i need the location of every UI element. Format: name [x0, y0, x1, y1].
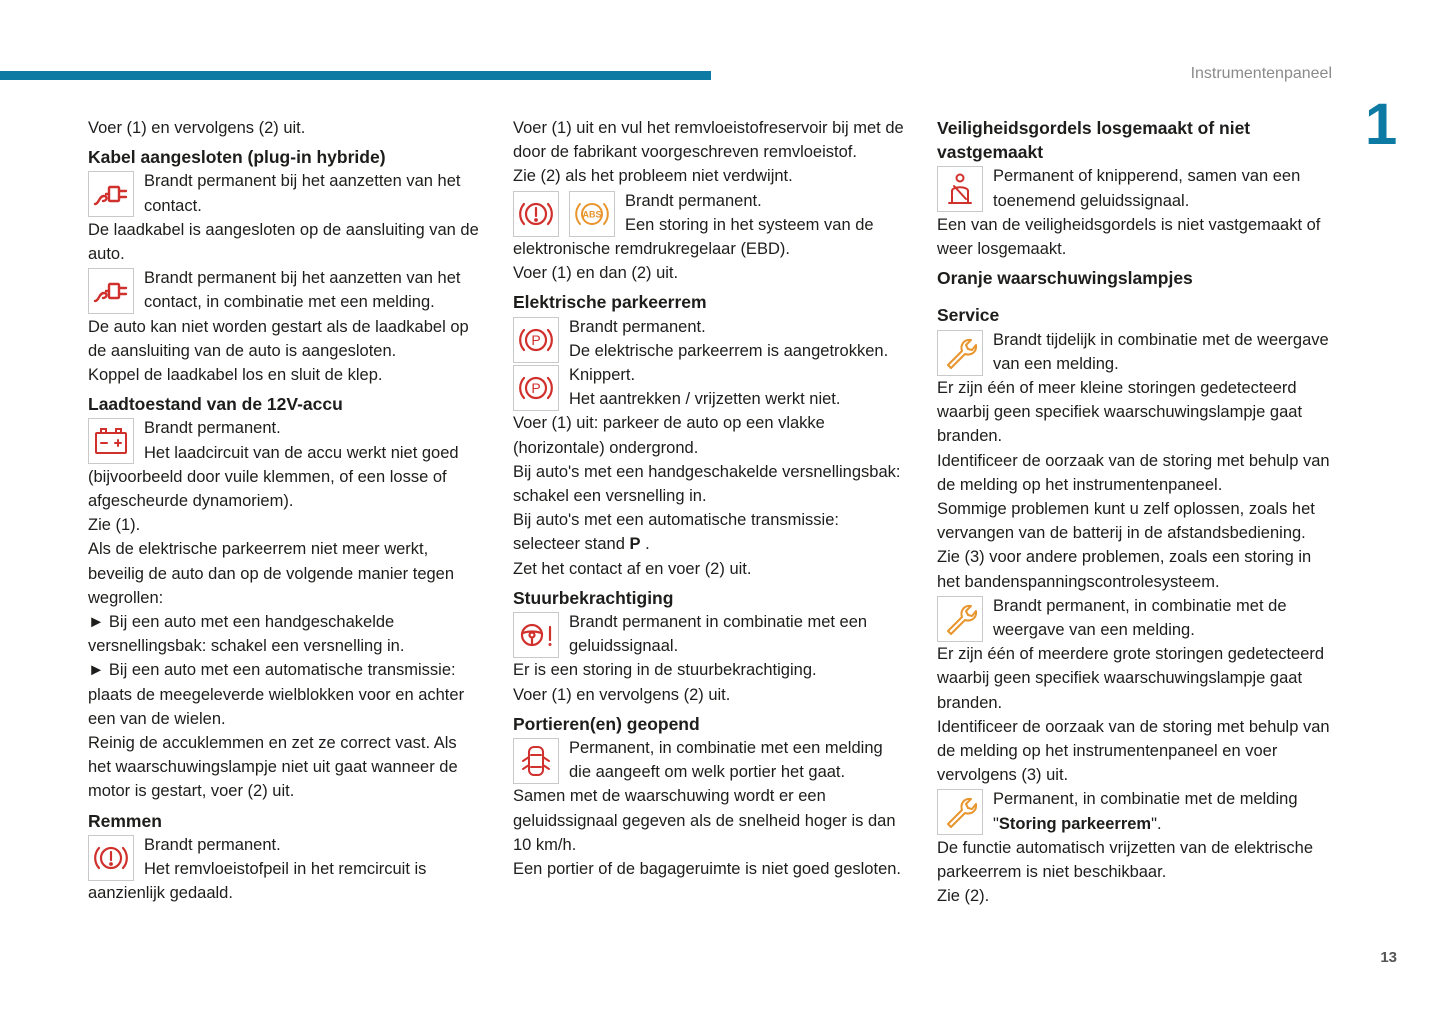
parking-brake-icon [513, 365, 559, 411]
wrench-icon [937, 789, 983, 835]
heading-stuurbekrachtiging: Stuurbekrachtiging [513, 587, 674, 608]
stuur-warning: Brandt permanent in combinatie met een geluidssignaal. [513, 610, 908, 658]
heading-portieren: Portieren(en) geopend [513, 713, 700, 734]
service-warning-3: Permanent, in combinatie met de melding "Storing parkeerrem". [937, 787, 1337, 835]
column-2: Voer (1) uit en vul het remvloeistofreservoir bij met de door de fabrikant voorgeschreven remvloeistof. Zie (2) als het probleem niet verdwijnt. ABS Brandt permanent. Een storing in het systeem van de elektronische remdrukregelaar (EBD). Voer (1) en dan (2) uit. Elektrische parkeerrem P Brandt permanent. De elektrische parkeerrem is aangetrokken. P Knippert. Het aantrekken / vrijzetten werkt niet. Voer (1) uit: parkeer de auto op een vlakke (horizontale) ondergrond. Bij auto's met een handgeschakelde versnellingsbak: schakel een versnelling in. Bij auto's met een automatische transmissie: selecteer stand P . Zet het contact af en voer (2) uit. Stuurbekrachtiging Brandt permanent in combinatie met een geluidssignaal. Er is een storing in de stuurbekrachtiging. Voer (1) en vervolgens (2) uit. Portieren(en) geopend Permanent, in combinatie met een melding die aangeeft om welk portier het gaat. Samen met de waarschuwing wordt er een geluidssignaal gegeven als de snelheid hoger is dan 10 km/h. Een portier of de bagageruimte is niet goed gesloten. [513, 116, 908, 881]
abs-icon [569, 191, 615, 237]
seatbelt-icon [937, 166, 983, 212]
kabel-warning-2: Brandt permanent bij het aanzetten van het contact, in combinatie met een melding. [88, 266, 483, 314]
heading-gordels: Veiligheidsgordels losgemaakt of niet vastgemaakt [937, 118, 1251, 163]
service-warning-1: Brandt tijdelijk in combinatie met de weergave van een melding. [937, 328, 1337, 376]
heading-accu: Laadtoestand van de 12V-accu [88, 394, 343, 415]
wrench-icon [937, 330, 983, 376]
charging-plug-icon [88, 171, 134, 217]
accu-warning: Brandt permanent. Het laadcircuit van de accu werkt niet goed (bijvoorbeeld door vuile klemmen, of een losse of afgescheurde dynamoriem). [88, 419, 459, 511]
column-1: Voer (1) en vervolgens (2) uit. Kabel aangesloten (plug-in hybride) Brandt permanent bij het aanzetten van het contact. De laadkabel is aangesloten op de aansluiting van de auto. Brandt permanent bij het aanzetten van het contact, in combinatie met een melding. De auto kan niet worden gestart als de laadkabel op de aansluiting van de auto is aangesloten. Koppel de laadkabel los en sluit de klep. Laadtoestand van de 12V-accu Brandt permanent. Het laadcircuit van de accu werkt niet goed (bijvoorbeeld door vuile klemmen, of een losse of afgescheurde dynamoriem). Zie (1). Als de elektrische parkeerrem niet meer werkt, beveilig de auto dan op de volgende manier tegen wegrollen: ► Bij een auto met een handgeschakelde versnellingsbak: schakel een versnelling in. ► Bij een auto met een automatische transmissie: plaats de meegeleverde wielblokken voor en achter een van de wielen. Reinig de accuklemmen en zet ze correct vast. Als het waarschuwingslampje niet uit gaat wanneer de motor is gestart, voer (2) uit. Remmen Brandt permanent. Het remvloeistofpeil in het remcircuit is aanzienlijk gedaald. [88, 116, 483, 906]
remmen-warning: Brandt permanent. Het remvloeistofpeil in het remcircuit is aanzienlijk gedaald. [88, 835, 427, 903]
page-number: 13 [1380, 949, 1397, 966]
column-3: Veiligheidsgordels losgemaakt of niet vastgemaakt Permanent of knipperend, samen van een toenemend geluidssignaal. Een van de veiligheidsgordels is niet vastgemaakt of weer losgemaakt. Oranje waarschuwingslampjes Service Brandt tijdelijk in combinatie met de weergave van een melding. Er zijn één of meer kleine storingen gedetecteerd waarbij geen specifiek waarschuwingslampje gaat branden. Identificeer de oorzaak van de storing met behulp van de melding op het instrumentenpaneel. Sommige problemen kunt u zelf oplossen, zoals het vervangen van de batterij in de afstandsbediening. Zie (3) voor andere problemen, zoals een storing in het bandenspanningscontrolesysteem. Brandt permanent, in combinatie met de weergave van een melding. Er zijn één of meerdere grote storingen gedetecteerd waarbij geen specifiek waarschuwingslampje gaat branden. Identificeer de oorzaak van de storing met behulp van de melding op het instrumentenpaneel en voer vervolgens (3) uit. Permanent, in combinatie met de melding "Storing parkeerrem". De functie automatisch vrijzetten van de elektrische parkeerrem is niet beschikbaar. Zie (2). [937, 116, 1337, 909]
intro-text: Voer (1) en vervolgens (2) uit. [88, 119, 306, 137]
svg-text:P: P [531, 331, 541, 348]
parking-brake-icon [513, 317, 559, 363]
heading-oranje: Oranje waarschuwingslampjes [937, 268, 1193, 289]
heading-service: Service [937, 305, 1000, 326]
ebd-warning: ABS Brandt permanent. Een storing in het systeem van de elektronische remdrukregelaar (EBD). [513, 191, 874, 259]
heading-parkeerrem: Elektrische parkeerrem [513, 292, 707, 313]
battery-icon [88, 418, 134, 464]
heading-remmen: Remmen [88, 810, 162, 831]
header-accent-bar [0, 71, 711, 80]
gordel-warning: Permanent of knipperend, samen van een toenemend geluidssignaal. [937, 164, 1337, 212]
steering-wheel-warning-icon [513, 612, 559, 658]
heading-kabel: Kabel aangesloten (plug-in hybride) [88, 147, 386, 168]
parkeerrem-warning-2: P Knippert. Het aantrekken / vrijzetten werkt niet. [513, 363, 908, 411]
list-item: ► Bij een auto met een automatische transmissie: plaats de meegeleverde wielblokken voor en achter een van de wielen. [88, 661, 465, 728]
chapter-number: 1 [1365, 92, 1398, 157]
svg-text:P: P [531, 380, 541, 397]
parkeerrem-warning-1: P Brandt permanent. De elektrische parkeerrem is aangetrokken. [513, 315, 908, 363]
charging-plug-icon [88, 268, 134, 314]
kabel-warning-1: Brandt permanent bij het aanzetten van het contact. [88, 169, 483, 217]
service-warning-2: Brandt permanent, in combinatie met de weergave van een melding. [937, 594, 1337, 642]
portier-warning: Permanent, in combinatie met een melding die aangeeft om welk portier het gaat. [513, 736, 908, 784]
list-item: ► Bij een auto met een handgeschakelde versnellingsbak: schakel een versnelling in. [88, 613, 405, 656]
open-door-car-icon [513, 738, 559, 784]
svg-text:ABS: ABS [582, 209, 602, 220]
section-title: Instrumentenpaneel [1190, 65, 1332, 82]
brake-warning-icon [88, 835, 134, 881]
brake-warning-icon [513, 191, 559, 237]
wrench-icon [937, 596, 983, 642]
